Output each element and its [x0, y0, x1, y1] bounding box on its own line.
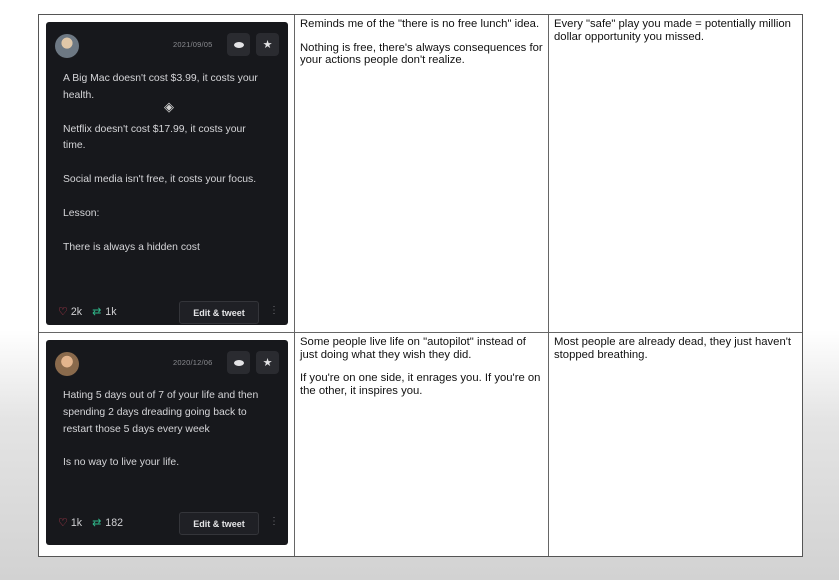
heart-icon: ♡	[58, 517, 68, 529]
retweet-icon: ⇄	[92, 306, 102, 318]
comment-cell	[295, 333, 548, 557]
document-table	[38, 14, 803, 557]
star-icon: ★	[262, 39, 273, 51]
retweet-icon: ⇄	[92, 517, 102, 529]
tweet-paragraph: Is no way to live your life.	[63, 457, 180, 469]
tweet-paragraph: Netflix doesn't cost $17.99, it costs your time.	[63, 123, 246, 152]
tweet-card	[46, 22, 288, 325]
tweet-paragraph: Social media isn't free, it costs your focus.	[63, 174, 257, 186]
like-count: 2k	[70, 305, 83, 318]
edit-and-tweet-button[interactable]: Edit & tweet	[179, 512, 259, 535]
view-button[interactable]	[227, 351, 250, 374]
retweet-count: 182	[105, 516, 123, 529]
comment-paragraph: Nothing is free, there's always consequences for your actions people don't realize.	[300, 41, 543, 67]
comment-cell	[549, 333, 802, 557]
star-icon: ★	[262, 357, 273, 369]
eye-icon	[234, 360, 244, 366]
comment-paragraph: Every "safe" play you made = potentially million dollar opportunity you missed.	[554, 18, 791, 43]
tweet-date: 2020/12/06	[173, 358, 213, 367]
comment-paragraph: Reminds me of the "there is no free lunch" idea.	[300, 18, 540, 30]
avatar	[55, 352, 79, 376]
favorite-button[interactable]	[256, 351, 279, 374]
favorite-button[interactable]	[256, 33, 279, 56]
more-icon[interactable]: ⋮	[269, 305, 279, 316]
like-count: 1k	[70, 516, 83, 529]
tweet-paragraph: Lesson:	[63, 207, 100, 219]
tweet-date: 2021/09/05	[173, 40, 213, 49]
eye-icon	[234, 42, 244, 48]
comment-cell	[549, 15, 802, 332]
move-cursor-icon: ◈	[164, 99, 174, 114]
view-button[interactable]	[227, 33, 250, 56]
edit-and-tweet-button[interactable]: Edit & tweet	[179, 301, 259, 324]
tweet-stats	[58, 305, 117, 318]
avatar	[55, 34, 79, 58]
tweet-text	[63, 388, 273, 472]
more-icon[interactable]: ⋮	[269, 516, 279, 527]
tweet-stats	[58, 516, 123, 529]
tweet-paragraph: There is always a hidden cost	[63, 241, 200, 253]
comment-paragraph: Most people are already dead, they just haven't stopped breathing.	[554, 336, 792, 361]
tweet-paragraph: Hating 5 days out of 7 of your life and then spending 2 days dreading going back to restart those 5 days every week	[63, 390, 259, 435]
retweet-count: 1k	[105, 305, 117, 318]
heart-icon: ♡	[58, 306, 68, 318]
comment-paragraph: If you're on one side, it enrages you. If you're on the other, it inspires you.	[300, 372, 541, 397]
comment-cell	[295, 15, 548, 332]
tweet-card	[46, 340, 288, 545]
comment-paragraph: Some people live life on "autopilot" instead of just doing what they wish they did.	[300, 336, 526, 361]
tweet-paragraph: A Big Mac doesn't cost $3.99, it costs your health.	[63, 73, 258, 101]
